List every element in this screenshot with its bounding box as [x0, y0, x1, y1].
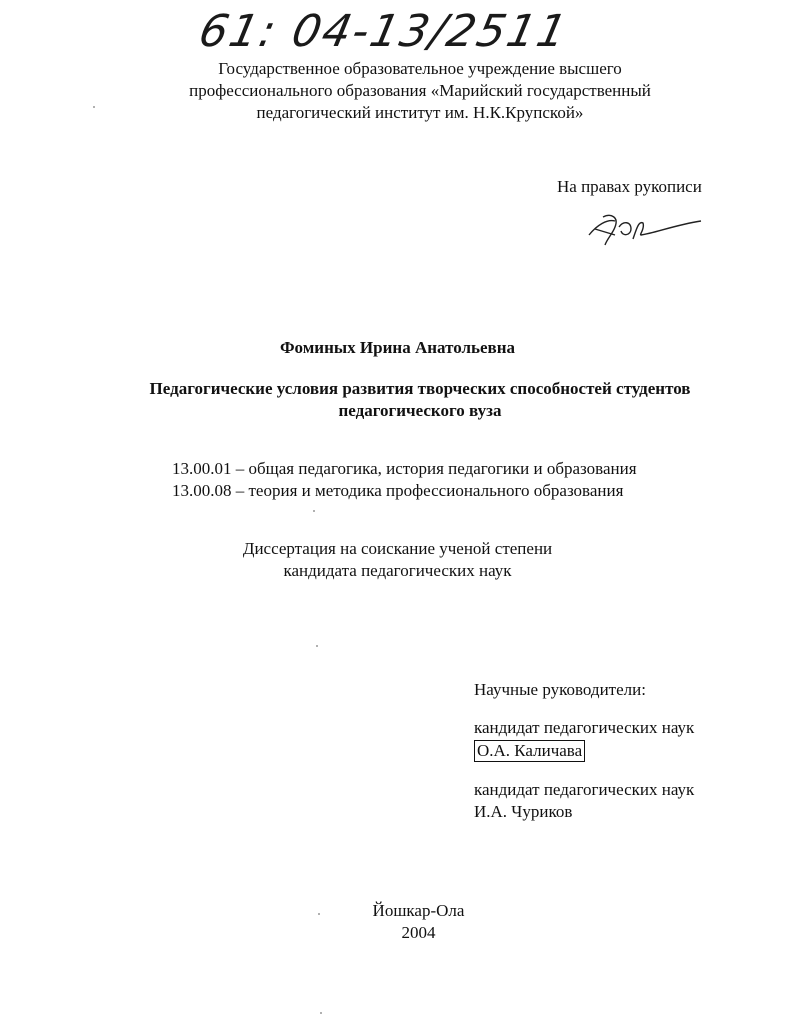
- degree-statement: [0, 538, 795, 582]
- specialty-codes: [172, 458, 637, 502]
- degree-line: кандидата педагогических наук: [283, 561, 512, 580]
- place-and-year: [0, 900, 795, 944]
- supervisors-heading: Научные руководители:: [474, 680, 646, 699]
- city: Йошкар-Ола: [372, 901, 465, 920]
- institution-line: Государственное образовательное учреждение высшего: [218, 59, 622, 78]
- institution-line: профессионального образования «Марийский государственный: [189, 81, 651, 100]
- scan-speck: [316, 645, 318, 647]
- scan-speck: [320, 1012, 322, 1014]
- institution-line: педагогический институт им. Н.К.Крупской»: [256, 103, 584, 122]
- supervisor-degree: кандидат педагогических наук: [474, 780, 695, 799]
- catalog-mark: 61: 04-13/2511: [194, 6, 573, 57]
- supervisor-name: И.А. Чуриков: [474, 802, 573, 821]
- author-name: Фоминых Ирина Анатольевна: [279, 338, 516, 357]
- scan-speck: [318, 913, 320, 915]
- dissertation-title: [100, 378, 740, 422]
- title-line: педагогического вуза: [338, 401, 502, 420]
- signature-icon: [585, 205, 705, 250]
- supervisor-degree: кандидат педагогических наук: [474, 718, 695, 737]
- rights-note: На правах рукописи: [557, 177, 702, 196]
- specialty-item: 13.00.01 – общая педагогика, история педагогики и образования: [172, 459, 637, 478]
- title-line: Педагогические условия развития творческих способностей студентов: [149, 379, 691, 398]
- institution-name: [140, 58, 700, 124]
- scan-speck: [313, 510, 315, 512]
- year: 2004: [401, 923, 436, 942]
- supervisor-name: О.А. Каличава: [474, 740, 585, 762]
- degree-line: Диссертация на соискание ученой степени: [242, 539, 553, 558]
- scan-speck: [93, 106, 95, 108]
- specialty-item: 13.00.08 – теория и методика профессионального образования: [172, 481, 624, 500]
